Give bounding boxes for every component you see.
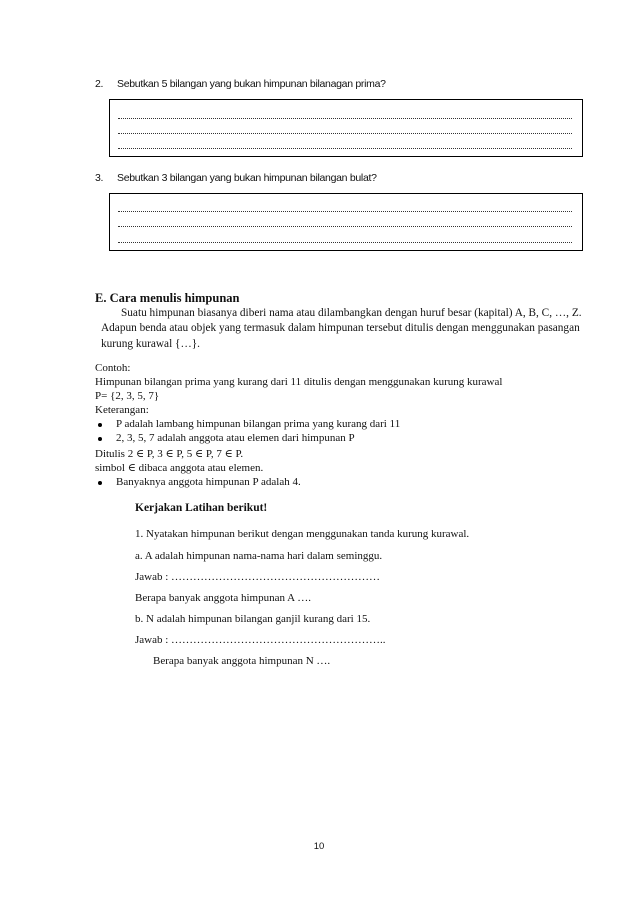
- answer-line: [118, 225, 572, 227]
- answer-line: [118, 210, 572, 212]
- answer-line: [118, 241, 572, 243]
- paragraph-line: Suatu himpunan biasanya diberi nama atau dilambangkan dengan huruf besar (kapital) A, B, C, …, Z.: [121, 307, 582, 319]
- exercise-item-b: b. N adalah himpunan bilangan ganjil kurang dari 15.: [135, 613, 371, 625]
- answer-box-3[interactable]: [109, 193, 583, 251]
- bullet-text: 2, 3, 5, 7 adalah anggota atau elemen dari himpunan P: [116, 432, 355, 444]
- bullet-icon: [98, 423, 102, 427]
- ditulis-line: Ditulis 2 ∈ P, 3 ∈ P, 5 ∈ P, 7 ∈ P.: [95, 448, 244, 460]
- keterangan-label: Keterangan:: [95, 404, 149, 416]
- simbol-line: simbol ∈ dibaca anggota atau elemen.: [95, 462, 264, 474]
- count-question-a: Berapa banyak anggota himpunan A ….: [135, 592, 311, 604]
- bullet-text: Banyaknya anggota himpunan P adalah 4.: [116, 476, 301, 488]
- answer-line: [118, 117, 572, 119]
- answer-box-2[interactable]: [109, 99, 583, 157]
- exercise-item-a: a. A adalah himpunan nama-nama hari dalam seminggu.: [135, 550, 383, 562]
- question-text: Sebutkan 5 bilangan yang bukan himpunan bilanagan prima?: [117, 78, 386, 90]
- answer-line: [118, 132, 572, 134]
- question-text: Sebutkan 3 bilangan yang bukan himpunan bilangan bulat?: [117, 172, 377, 184]
- bullet-icon: [98, 437, 102, 441]
- answer-field-a[interactable]: Jawab : …………………………………………………: [135, 571, 381, 583]
- answer-field-b[interactable]: Jawab : …………………………………………………..: [135, 634, 386, 646]
- exercise-title: Kerjakan Latihan berikut!: [135, 502, 268, 514]
- bullet-icon: [98, 481, 102, 485]
- page-number: 10: [313, 841, 325, 852]
- section-heading: E. Cara menulis himpunan: [95, 291, 240, 305]
- question-number: 2.: [95, 78, 104, 90]
- exercise-instruction: 1. Nyatakan himpunan berikut dengan menggunakan tanda kurung kurawal.: [135, 528, 470, 540]
- count-question-b: Berapa banyak anggota himpunan N ….: [153, 655, 331, 667]
- contoh-line: Himpunan bilangan prima yang kurang dari 11 ditulis dengan menggunakan kurung kurawal: [95, 376, 503, 388]
- bullet-text: P adalah lambang himpunan bilangan prima yang kurang dari 11: [116, 418, 401, 430]
- contoh-label: Contoh:: [95, 362, 131, 374]
- answer-line: [118, 147, 572, 149]
- question-number: 3.: [95, 172, 104, 184]
- set-expression: P= {2, 3, 5, 7}: [95, 390, 160, 402]
- paragraph-line: kurung kurawal {…}.: [101, 338, 201, 350]
- paragraph-line: Adapun benda atau objek yang termasuk dalam himpunan tersebut ditulis dengan menggunakan pasangan: [101, 322, 580, 334]
